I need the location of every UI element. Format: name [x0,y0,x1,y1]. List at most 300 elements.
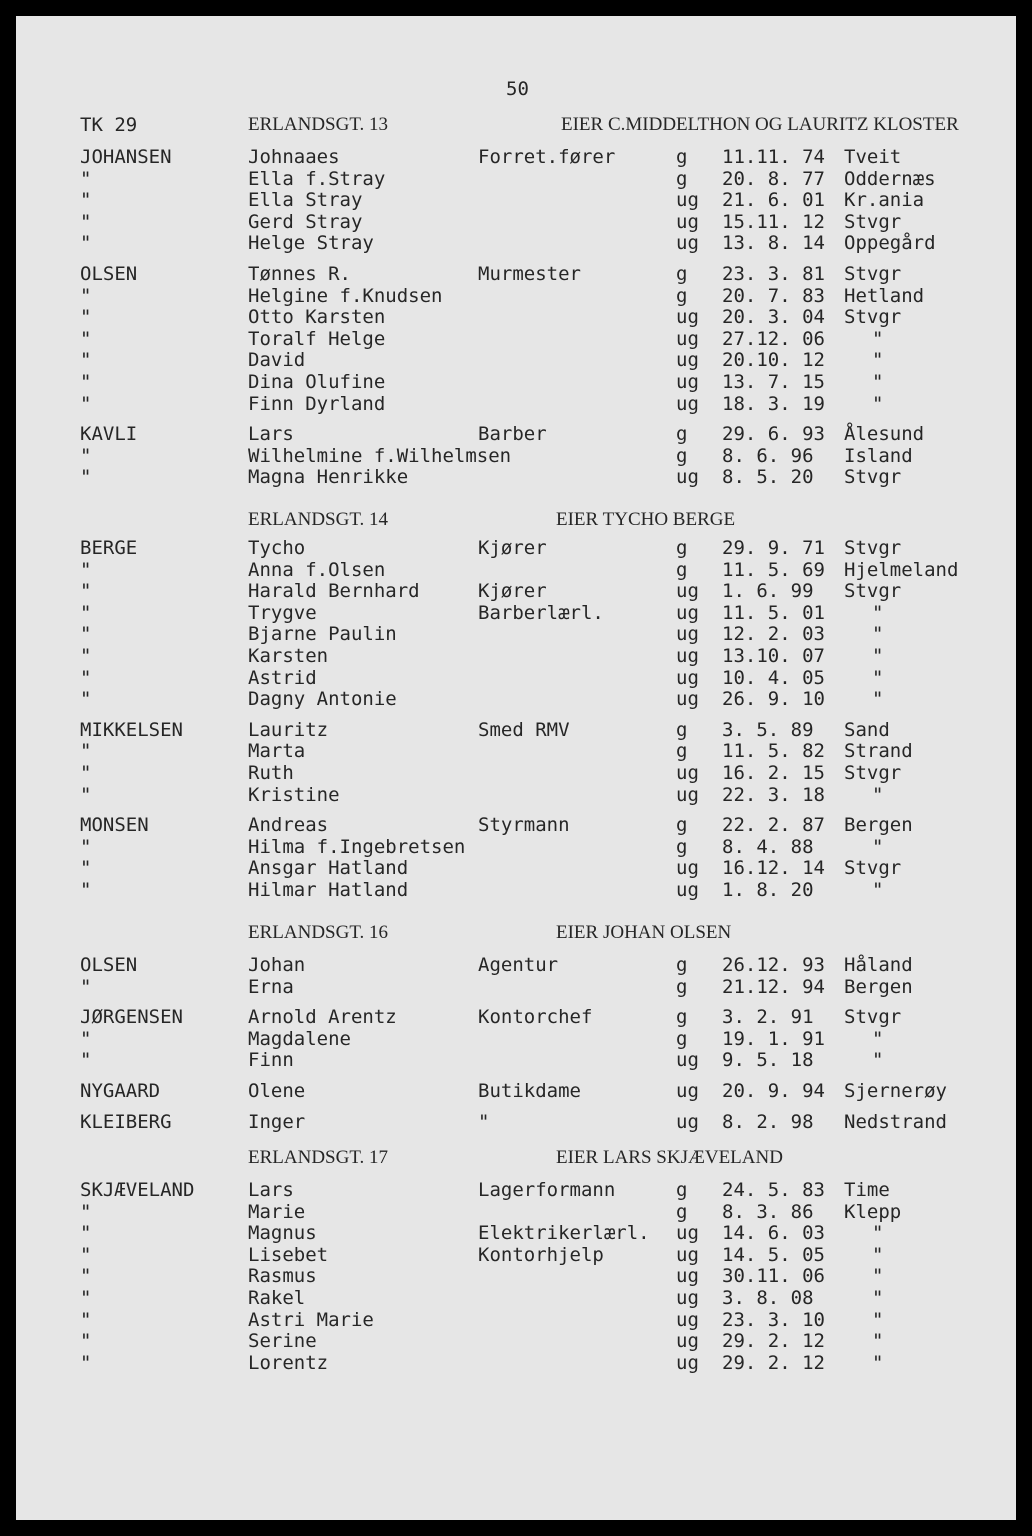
surname-cell: " [80,371,92,393]
birth-date-cell: 29. 2. 12 [722,1330,825,1353]
given-name-cell: Tycho [248,537,306,559]
table-row [16,1080,1016,1102]
table-row [16,645,1016,667]
birthplace-cell: Klepp [844,1200,902,1223]
marital-status-cell: ug [676,371,699,393]
given-name-cell: Lisebet [248,1243,329,1266]
marital-status-cell: g [676,558,688,581]
marital-status-cell: g [676,263,688,285]
birth-date-cell: 13.10. 07 [722,645,825,667]
given-name-cell: Helgine f.Knudsen [248,284,443,307]
birthplace-cell: " [872,371,884,393]
given-name-cell: Ruth [248,762,294,784]
table-row [16,466,1016,488]
marital-status-cell: g [676,146,688,168]
owner-name: EIER JOHAN OLSEN [556,922,732,943]
birthplace-cell: Stvgr [844,762,902,784]
occupation-cell: Forret.fører [478,146,616,168]
birth-date-cell: 1. 6. 99 [722,580,814,603]
birthplace-cell: Oppegård [844,232,936,255]
occupation-cell: Barber [478,423,547,446]
owner-name: EIER C.MIDDELTHON OG LAURITZ KLOSTER [561,114,959,135]
birthplace-cell: " [872,1222,884,1245]
table-row [16,1330,1016,1352]
birth-date-cell: 23. 3. 10 [722,1308,825,1331]
birthplace-cell: " [872,1049,884,1072]
birthplace-cell: " [872,835,884,858]
given-name-cell: Bjarne Paulin [248,623,397,646]
birth-date-cell: 11.11. 74 [722,146,825,168]
surname-cell: " [80,783,92,806]
birthplace-cell: Stvgr [844,580,902,603]
table-row [16,762,1016,784]
marital-status-cell: ug [676,1330,699,1353]
given-name-cell: Johnaaes [248,146,340,168]
birthplace-cell: Sjernerøy [844,1080,947,1102]
table-row [16,1179,1016,1201]
birth-date-cell: 3. 8. 08 [722,1287,814,1309]
surname-cell: " [80,666,92,689]
table-row [16,285,1016,307]
marital-status-cell: g [676,284,688,307]
surname-cell: " [80,306,92,329]
occupation-cell: Butikdame [478,1080,581,1102]
given-name-cell: Wilhelmine f.Wilhelmsen [248,444,512,467]
birthplace-cell: Håland [844,954,913,976]
marital-status-cell: ug [676,623,699,646]
marital-status-cell: g [676,718,688,741]
birthplace-cell: " [872,645,884,667]
section-header [16,509,1016,531]
table-row [16,976,1016,998]
marital-status-cell: ug [676,1308,699,1331]
street-address: ERLANDSGT. 13 [248,114,389,135]
given-name-cell: Anna f.Olsen [248,558,386,581]
occupation-cell: Agentur [478,954,559,976]
occupation-cell: Kjører [478,537,547,559]
surname-cell: " [80,975,92,998]
table-row [16,306,1016,328]
surname-cell: JØRGENSEN [80,1006,183,1029]
marital-status-cell: g [676,537,688,559]
marital-status-cell: ug [676,666,699,689]
surname-cell: " [80,645,92,667]
marital-status-cell: ug [676,857,699,880]
marital-status-cell: ug [676,1265,699,1288]
birthplace-cell: Tveit [844,146,902,168]
given-name-cell: Otto Karsten [248,306,386,329]
marital-status-cell: ug [676,189,699,212]
birth-date-cell: 27.12. 06 [722,327,825,350]
birth-date-cell: 8. 4. 88 [722,835,814,858]
table-row [16,146,1016,168]
birth-date-cell: 12. 2. 03 [722,623,825,646]
surname-cell: BERGE [80,537,138,559]
table-row [16,784,1016,806]
table-row [16,232,1016,254]
surname-cell: " [80,1200,92,1223]
surname-cell: " [80,1287,92,1309]
birthplace-cell: " [872,623,884,646]
given-name-cell: Marta [248,740,306,763]
street-address: ERLANDSGT. 17 [248,1147,389,1168]
birthplace-cell: Kr.ania [844,189,925,212]
given-name-cell: Ella Stray [248,189,363,212]
birth-date-cell: 11. 5. 82 [722,740,825,763]
given-name-cell: Hilma f.Ingebretsen [248,835,466,858]
table-row [16,667,1016,689]
surname-cell: " [80,327,92,350]
owner-name: EIER LARS SKJÆVELAND [556,1147,783,1168]
occupation-cell: " [478,1110,490,1133]
surname-cell: " [80,392,92,415]
surname-cell: " [80,558,92,581]
marital-status-cell: ug [676,1110,699,1133]
birth-date-cell: 22. 2. 87 [722,814,825,837]
table-row [16,189,1016,211]
birth-date-cell: 21. 6. 01 [722,189,825,212]
occupation-cell: Styrmann [478,814,570,837]
birth-date-cell: 19. 1. 91 [722,1027,825,1050]
occupation-cell: Murmester [478,263,581,285]
surname-cell: KAVLI [80,423,138,446]
surname-cell: " [80,580,92,603]
table-row [16,1352,1016,1374]
birth-date-cell: 14. 6. 03 [722,1222,825,1245]
table-row [16,1111,1016,1133]
surname-cell: " [80,879,92,901]
surname-cell: " [80,1351,92,1374]
surname-cell: " [80,349,92,372]
birth-date-cell: 8. 2. 98 [722,1110,814,1133]
birthplace-cell: " [872,392,884,415]
birthplace-cell: Hjelmeland [844,558,959,581]
given-name-cell: Karsten [248,645,329,667]
birthplace-cell: Stvgr [844,857,902,880]
birthplace-cell: " [872,666,884,689]
birth-date-cell: 21.12. 94 [722,975,825,998]
birthplace-cell: Ålesund [844,423,925,446]
surname-cell: " [80,444,92,467]
given-name-cell: Dina Olufine [248,371,386,393]
birthplace-cell: Time [844,1179,890,1201]
given-name-cell: Toralf Helge [248,327,386,350]
given-name-cell: David [248,349,306,372]
birth-date-cell: 3. 5. 89 [722,718,814,741]
surname-cell: " [80,601,92,624]
surname-cell: " [80,210,92,233]
birthplace-cell: Stvgr [844,263,902,285]
occupation-cell: Kjører [478,580,547,603]
birth-date-cell: 11. 5. 01 [722,601,825,624]
birth-date-cell: 11. 5. 69 [722,558,825,581]
birth-date-cell: 13. 8. 14 [722,232,825,255]
occupation-cell: Lagerformann [478,1179,616,1201]
table-row [16,1309,1016,1331]
birthplace-cell: Island [844,444,913,467]
marital-status-cell: ug [676,762,699,784]
table-row [16,393,1016,415]
birth-date-cell: 23. 3. 81 [722,263,825,285]
given-name-cell: Lauritz [248,718,329,741]
given-name-cell: Lars [248,423,294,446]
birth-date-cell: 16.12. 14 [722,857,825,880]
table-row [16,445,1016,467]
marital-status-cell: ug [676,1351,699,1374]
table-row [16,954,1016,976]
surname-cell: MONSEN [80,814,149,837]
given-name-cell: Harald Bernhard [248,580,420,603]
given-name-cell: Serine [248,1330,317,1353]
birth-date-cell: 20.10. 12 [722,349,825,372]
surname-cell: " [80,167,92,190]
given-name-cell: Hilmar Hatland [248,879,409,901]
birth-date-cell: 15.11. 12 [722,210,825,233]
marital-status-cell: ug [676,688,699,711]
surname-cell: MIKKELSEN [80,718,183,741]
given-name-cell: Finn [248,1049,294,1072]
surname-cell: " [80,1222,92,1245]
table-row [16,371,1016,393]
table-row [16,1006,1016,1028]
marital-status-cell: ug [676,783,699,806]
section-header [16,1147,1016,1169]
table-row [16,423,1016,445]
marital-status-cell: ug [676,1222,699,1245]
given-name-cell: Magnus [248,1222,317,1245]
given-name-cell: Ella f.Stray [248,167,386,190]
marital-status-cell: ug [676,466,699,489]
table-row [16,602,1016,624]
birthplace-cell: " [872,1027,884,1050]
birthplace-cell: " [872,688,884,711]
birth-date-cell: 29. 9. 71 [722,537,825,559]
surname-cell: " [80,1243,92,1266]
given-name-cell: Rasmus [248,1265,317,1288]
birthplace-cell: Nedstrand [844,1110,947,1133]
surname-cell: JOHANSEN [80,146,172,168]
marital-status-cell: ug [676,306,699,329]
table-row [16,580,1016,602]
marital-status-cell: ug [676,1243,699,1266]
surname-cell: " [80,284,92,307]
given-name-cell: Marie [248,1200,306,1223]
surname-cell: " [80,1027,92,1050]
birth-date-cell: 8. 5. 20 [722,466,814,489]
birth-date-cell: 26.12. 93 [722,954,825,976]
given-name-cell: Olene [248,1080,306,1102]
given-name-cell: Kristine [248,783,340,806]
birthplace-cell: " [872,327,884,350]
table-row [16,328,1016,350]
given-name-cell: Erna [248,975,294,998]
surname-cell: SKJÆVELAND [80,1179,195,1201]
marital-status-cell: g [676,423,688,446]
marital-status-cell: g [676,835,688,858]
marital-status-cell: ug [676,879,699,901]
owner-name: EIER TYCHO BERGE [556,509,736,530]
birth-date-cell: 9. 5. 18 [722,1049,814,1072]
birth-date-cell: 26. 9. 10 [722,688,825,711]
given-name-cell: Inger [248,1110,306,1133]
birthplace-cell: " [872,1308,884,1331]
given-name-cell: Ansgar Hatland [248,857,409,880]
marital-status-cell: g [676,1179,688,1201]
surname-cell: " [80,466,92,489]
surname-cell: " [80,688,92,711]
birth-date-cell: 30.11. 06 [722,1265,825,1288]
table-row [16,1049,1016,1071]
birthplace-cell: " [872,1265,884,1288]
given-name-cell: Tønnes R. [248,263,351,285]
birthplace-cell: " [872,601,884,624]
birth-date-cell: 8. 3. 86 [722,1200,814,1223]
table-row [16,1222,1016,1244]
occupation-cell: Elektrikerlærl. [478,1222,650,1245]
birthplace-cell: " [872,879,884,901]
birth-date-cell: 20. 3. 04 [722,306,825,329]
occupation-cell: Kontorhjelp [478,1243,604,1266]
section-header [16,114,1016,136]
occupation-cell: Smed RMV [478,718,570,741]
birth-date-cell: 1. 8. 20 [722,879,814,901]
birthplace-cell: " [872,349,884,372]
marital-status-cell: g [676,444,688,467]
table-row [16,740,1016,762]
marital-status-cell: ug [676,327,699,350]
given-name-cell: Astri Marie [248,1308,374,1331]
surname-cell: " [80,762,92,784]
table-row [16,559,1016,581]
surname-cell: " [80,835,92,858]
surname-cell: " [80,1330,92,1353]
surname-cell: KLEIBERG [80,1110,172,1133]
birthplace-cell: Stvgr [844,537,902,559]
table-row [16,623,1016,645]
birthplace-cell: " [872,783,884,806]
marital-status-cell: g [676,954,688,976]
marital-status-cell: ug [676,210,699,233]
marital-status-cell: g [676,167,688,190]
marital-status-cell: ug [676,392,699,415]
birthplace-cell: Bergen [844,814,913,837]
section-header [16,922,1016,944]
table-row [16,719,1016,741]
birth-date-cell: 16. 2. 15 [722,762,825,784]
table-row [16,1265,1016,1287]
marital-status-cell: ug [676,1080,699,1102]
birthplace-cell: Stvgr [844,1006,902,1029]
surname-cell: OLSEN [80,954,138,976]
given-name-cell: Trygve [248,601,317,624]
table-row [16,1028,1016,1050]
table-row [16,349,1016,371]
birth-date-cell: 24. 5. 83 [722,1179,825,1201]
birth-date-cell: 20. 7. 83 [722,284,825,307]
surname-cell: " [80,1308,92,1331]
birth-date-cell: 29. 6. 93 [722,423,825,446]
table-row [16,537,1016,559]
occupation-cell: Barberlærl. [478,601,604,624]
given-name-cell: Dagny Antonie [248,688,397,711]
given-name-cell: Lorentz [248,1351,329,1374]
marital-status-cell: g [676,1006,688,1029]
birthplace-cell: " [872,1287,884,1309]
given-name-cell: Gerd Stray [248,210,363,233]
table-row [16,1244,1016,1266]
birthplace-cell: Hetland [844,284,925,307]
given-name-cell: Arnold Arentz [248,1006,397,1029]
marital-status-cell: g [676,814,688,837]
birth-date-cell: 20. 8. 77 [722,167,825,190]
surname-cell: NYGAARD [80,1080,161,1102]
birth-date-cell: 13. 7. 15 [722,371,825,393]
birthplace-cell: Stvgr [844,210,902,233]
table-row [16,1201,1016,1223]
birthplace-cell: Stvgr [844,306,902,329]
birth-date-cell: 8. 6. 96 [722,444,814,467]
marital-status-cell: ug [676,601,699,624]
document-page [16,16,1016,1520]
table-row [16,1287,1016,1309]
table-row [16,263,1016,285]
table-row [16,688,1016,710]
birthplace-cell: Stvgr [844,466,902,489]
surname-cell: OLSEN [80,263,138,285]
birth-date-cell: 10. 4. 05 [722,666,825,689]
marital-status-cell: g [676,1027,688,1050]
marital-status-cell: ug [676,645,699,667]
marital-status-cell: g [676,975,688,998]
given-name-cell: Finn Dyrland [248,392,386,415]
given-name-cell: Astrid [248,666,317,689]
table-row [16,836,1016,858]
surname-cell: " [80,1265,92,1288]
given-name-cell: Helge Stray [248,232,374,255]
given-name-cell: Johan [248,954,306,976]
birth-date-cell: 3. 2. 91 [722,1006,814,1029]
given-name-cell: Rakel [248,1287,306,1309]
birth-date-cell: 18. 3. 19 [722,392,825,415]
birth-date-cell: 29. 2. 12 [722,1351,825,1374]
table-row [16,168,1016,190]
marital-status-cell: g [676,1200,688,1223]
occupation-cell: Kontorchef [478,1006,593,1029]
table-row [16,879,1016,901]
birthplace-cell: " [872,1330,884,1353]
given-name-cell: Lars [248,1179,294,1201]
marital-status-cell: ug [676,580,699,603]
marital-status-cell: ug [676,1049,699,1072]
given-name-cell: Andreas [248,814,329,837]
table-row [16,857,1016,879]
surname-cell: " [80,740,92,763]
birthplace-cell: " [872,1351,884,1374]
tk-number: TK 29 [80,114,138,136]
marital-status-cell: g [676,740,688,763]
birthplace-cell: " [872,1243,884,1266]
surname-cell: " [80,1049,92,1072]
surname-cell: " [80,857,92,880]
surname-cell: " [80,623,92,646]
birthplace-cell: Bergen [844,975,913,998]
surname-cell: " [80,232,92,255]
table-row [16,814,1016,836]
surname-cell: " [80,189,92,212]
birthplace-cell: Oddernæs [844,167,936,190]
given-name-cell: Magna Henrikke [248,466,409,489]
marital-status-cell: ug [676,232,699,255]
